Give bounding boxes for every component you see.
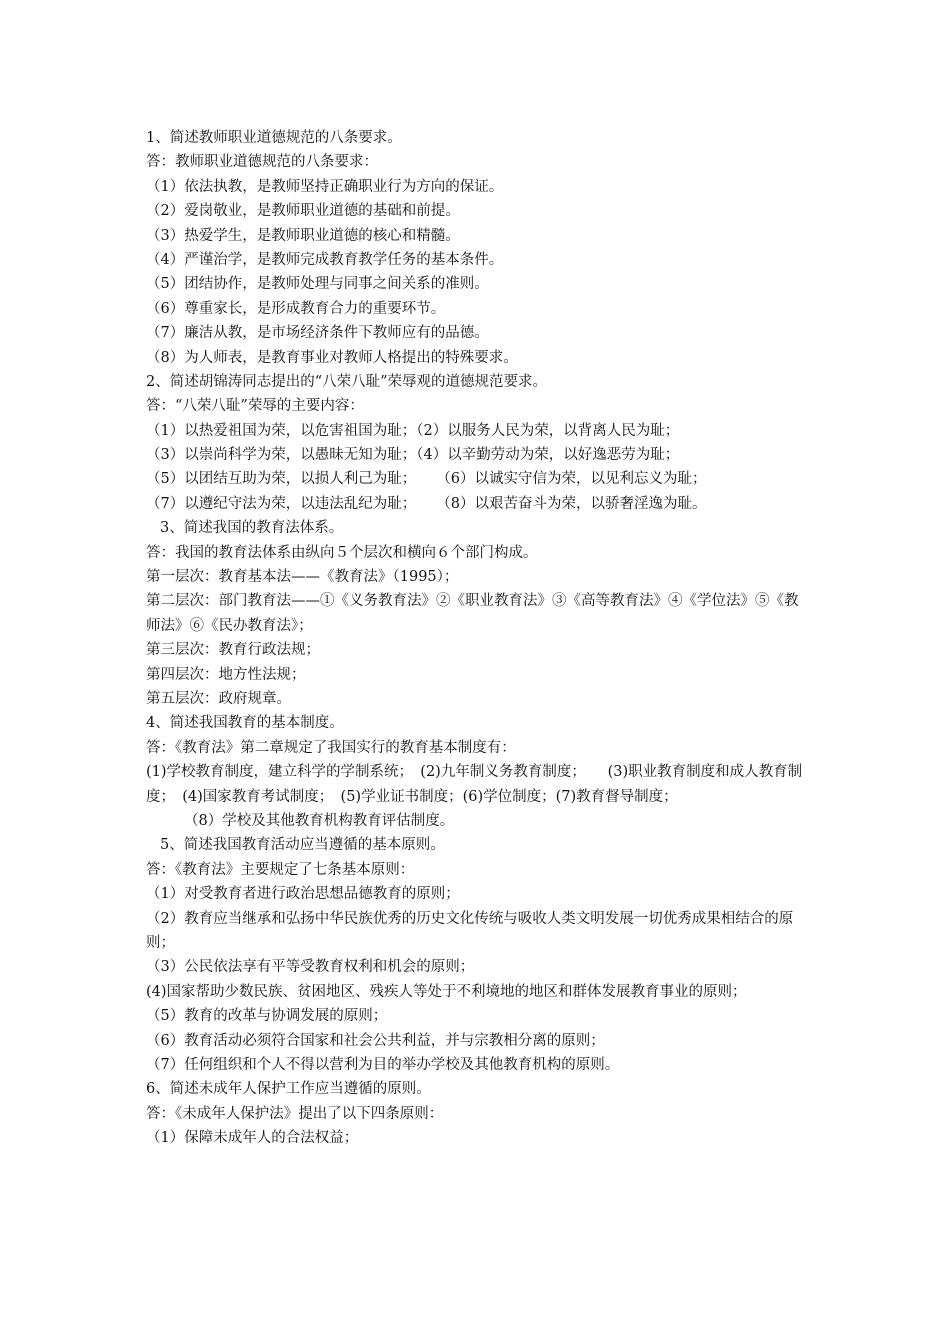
q2-item: （6）以诚实守信为荣，以见利忘义为耻； [436,471,707,488]
q4-answer: 答：《教育法》第二章规定了我国实行的教育基本制度有： [146,739,516,756]
q3-answer: 答：我国的教育法体系由纵向５个层次和横向６个部门构成。 [146,544,538,561]
q2-row [146,443,810,467]
q2-item: （3）以崇尚科学为荣，以愚昧无知为耻； [146,447,417,464]
q1-item: （1）依法执教，是教师坚持正确职业行为方向的保证。 [146,178,504,195]
q5-item: (4)国家帮助少数民族、贫困地区、残疾人等处于不利境地的地区和群体发展教育事业的原则； [146,983,747,1000]
q1-answer: 答：教师职业道德规范的八条要求： [146,154,378,171]
q3-level: 第三层次：教育行政法规； [146,642,320,659]
q2-item: （4）以辛勤劳动为荣，以好逸恶劳为耻； [416,447,680,464]
q2-item: （1）以热爱祖国为荣，以危害祖国为耻； [146,422,417,439]
q1-item: （7）廉洁从教，是市场经济条件下教师应有的品德。 [146,325,489,342]
q3-level: 第五层次：政府规章。 [146,691,291,708]
q5-item: （1）对受教育者进行政治思想品德教育的原则； [146,886,460,903]
document-page [146,126,810,1151]
q4-title: 4、简述我国教育的基本制度。 [146,715,344,732]
q6-item: （1）保障未成年人的合法权益； [146,1130,359,1147]
q3-level: 第二层次：部门教育法——①《义务教育法》②《职业教育法》③《高等教育法》④《学位法》⑤《教师法》⑥《民办教育法》； [146,593,799,634]
q5-item: （7）任何组织和个人不得以营利为目的举办学校及其他教育机构的原则。 [146,1056,620,1073]
q6-answer: 答：《未成年人保护法》提出了以下四条原则： [146,1105,444,1122]
q6-title: 6、简述未成年人保护工作应当遵循的原则。 [146,1081,431,1098]
q1-item: （5）团结协作，是教师处理与同事之间关系的准则。 [146,276,489,293]
q1-item: （3）热爱学生，是教师职业道德的核心和精髓。 [146,227,460,244]
q2-item: （2）以服务人民为荣，以背离人民为耻； [416,422,680,439]
q5-item: （5）教育的改革与协调发展的原则； [146,1008,388,1025]
q2-answer: 答：“八荣八耻”荣辱的主要内容： [146,398,364,415]
q3-level: 第一层次：教育基本法——《教育法》（1995）； [146,569,459,586]
q4-paragraph: (1)学校教育制度，建立科学的学制系统； (2)九年制义务教育制度； (3)职业教育制度和成人教育制度； (4)国家教育考试制度； (5)学业证书制度；(6)学位制度；(7)教育督导制度； [146,764,803,805]
q2-row [146,419,810,443]
q5-item: （3）公民依法享有平等受教育权利和机会的原则； [146,959,475,976]
q2-item: （8）以艰苦奋斗为荣，以骄奢淫逸为耻。 [436,495,707,512]
q2-item: （5）以团结互助为荣，以损人利己为耻； [146,471,417,488]
q1-item: （8）为人师表，是教育事业对教师人格提出的特殊要求。 [146,349,518,366]
q2-row [146,492,810,516]
q5-item: （2）教育应当继承和弘扬中华民族优秀的历史文化传统与吸收人类文明发展一切优秀成果相结合的原则； [146,910,794,951]
q2-title: 2、简述胡锦涛同志提出的“八荣八耻”荣辱观的道德规范要求。 [146,373,548,390]
q5-title: 5、简述我国教育活动应当遵循的基本原则。 [160,837,445,854]
q2-item: （7）以遵纪守法为荣，以违法乱纪为耻； [146,495,417,512]
q3-title: 3、简述我国的教育法体系。 [160,520,344,537]
q1-item: （4）严谨治学，是教师完成教育教学任务的基本条件。 [146,251,504,268]
q1-title: 1、简述教师职业道德规范的八条要求。 [146,130,402,146]
q5-item: （6）教育活动必须符合国家和社会公共利益，并与宗教相分离的原则； [146,1032,605,1049]
q5-answer: 答：《教育法》主要规定了七条基本原则： [146,861,415,878]
q4-last: （8）学校及其他教育机构教育评估制度。 [184,813,455,829]
q2-row [146,467,810,491]
q3-level: 第四层次：地方性法规； [146,666,306,683]
q1-item: （2）爱岗敬业，是教师职业道德的基础和前提。 [146,203,460,220]
q1-item: （6）尊重家长，是形成教育合力的重要环节。 [146,300,446,317]
